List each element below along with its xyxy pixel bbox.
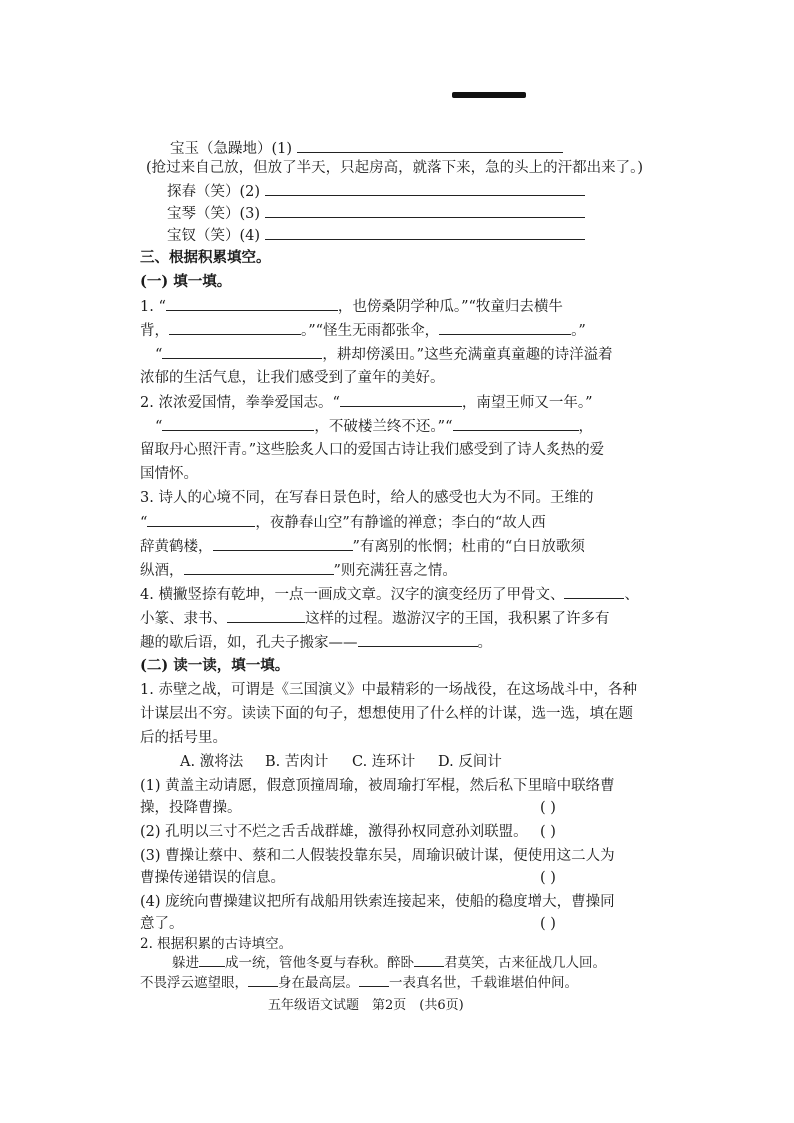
answer-blank[interactable] <box>439 320 571 335</box>
r1-s3-line-1: (3) 曹操让蔡中、蔡和二人假装投靠东吴，周瑜识破计谋，便使用这二人为 <box>140 848 615 864</box>
r1-option-a: A. 激将法 <box>180 754 244 770</box>
answer-blank[interactable] <box>227 608 305 623</box>
q2-line-1: 2. 浓浓爱国情，拳拳爱国志。“ ，南望王师又一年。” <box>140 392 593 413</box>
q4-line-1: 4. 横撇竖捺有乾坤，一点一画成文章。汉字的演变经历了甲骨文、 、 <box>140 584 639 605</box>
r1-s1-line-1: (1) 黄盖主动请愿，假意顶撞周瑜，被周瑜打军棍，然后私下里暗中联络曹 <box>140 778 615 794</box>
q3-line-3: 辞黄鹤楼， ”有离别的怅惘；杜甫的“白日放歌须 <box>140 536 585 557</box>
answer-blank[interactable] <box>414 952 444 967</box>
r2-line-1: 躲进 成一统，管他冬夏与春秋。醉卧 君莫笑，古来征战几人回。 <box>172 952 606 973</box>
answer-blank[interactable] <box>199 952 225 967</box>
r2-title: 2. 根据积累的古诗填空。 <box>140 936 293 952</box>
answer-blank[interactable] <box>358 632 478 647</box>
r1-s2: (2) 孔明以三寸不烂之舌舌战群雄，激得孙权同意孙刘联盟。 <box>140 824 528 840</box>
r1-s4-line-2: 意了。 <box>140 916 184 932</box>
scan-mark <box>452 92 526 98</box>
q3-line-1: 3. 诗人的心境不同，在写春日景色时，给人的感受也大为不同。王维的 <box>140 490 594 506</box>
answer-blank[interactable] <box>340 392 462 407</box>
r1-line-1: 1. 赤壁之战，可谓是《三国演义》中最精彩的一场战役，在这场战斗中，各种 <box>140 682 637 698</box>
r1-line-3: 后的括号里。 <box>140 730 227 746</box>
answer-blank[interactable] <box>248 972 278 987</box>
answer-paren-3[interactable]: ( ) <box>540 870 556 886</box>
q1-line-3: “ ，耕却傍溪田。”这些充满童真童趣的诗洋溢着 <box>155 344 613 365</box>
baoyu-quote: (抢过来自己放，但放了半天，只起房高，就落下来，急的头上的汗都出来了。) <box>146 160 644 176</box>
r1-option-b: B. 苦肉计 <box>265 754 329 770</box>
part-1-title: (一) 填一填。 <box>140 273 232 290</box>
answer-blank[interactable] <box>169 320 301 335</box>
answer-blank[interactable] <box>265 225 585 240</box>
q1-line-4: 浓郁的生活气息，让我们感受到了童年的美好。 <box>140 370 445 386</box>
q2-line-3: 留取丹心照汗青。”这些脍炙人口的爱国古诗让我们感受到了诗人炙热的爱 <box>140 442 605 458</box>
part-2-title: (二) 读一读，填一填。 <box>140 657 290 674</box>
answer-blank[interactable] <box>297 138 563 153</box>
answer-blank[interactable] <box>453 416 579 431</box>
section-3-title: 三、根据积累填空。 <box>140 249 271 266</box>
answer-paren-4[interactable]: ( ) <box>540 916 556 932</box>
answer-blank[interactable] <box>265 203 585 218</box>
q3-line-4: 纵酒， ”则充满狂喜之情。 <box>140 560 457 581</box>
answer-blank[interactable] <box>162 416 314 431</box>
q2-line-2: “ ，不破楼兰终不还。”“ ， <box>155 416 593 437</box>
r1-s3-line-2: 曹操传递错误的信息。 <box>140 870 285 886</box>
r1-s4-line-1: (4) 庞统向曹操建议把所有战船用铁索连接起来，使船的稳度增大，曹操同 <box>140 894 615 910</box>
r1-option-c: C. 连环计 <box>352 754 416 770</box>
q4-line-3: 趣的歇后语，如，孔夫子搬家—— 。 <box>140 632 492 653</box>
baoqin-line: 宝琴（笑）(3) <box>167 203 585 224</box>
r1-option-d: D. 反间计 <box>438 754 502 770</box>
answer-paren-1[interactable]: ( ) <box>540 800 556 816</box>
answer-blank[interactable] <box>564 584 624 599</box>
q2-line-4: 国情怀。 <box>140 466 198 482</box>
page-footer: 五年级语文试题 第2页 (共6页) <box>268 998 464 1013</box>
r1-s1-line-2: 操，投降曹操。 <box>140 800 242 816</box>
baoyu-line: 宝玉（急躁地）(1) <box>170 138 563 159</box>
tanchun-line: 探春（笑）(2) <box>167 181 585 202</box>
answer-blank[interactable] <box>359 972 389 987</box>
q4-line-2: 小篆、隶书、 这样的过程。遨游汉字的王国，我积累了许多有 <box>140 608 610 629</box>
answer-blank[interactable] <box>265 181 585 196</box>
r1-line-2: 计谋层出不穷。读读下面的句子，想想使用了什么样的计谋，选一选，填在题 <box>140 706 633 722</box>
answer-blank[interactable] <box>184 560 334 575</box>
answer-paren-2[interactable]: ( ) <box>540 824 556 840</box>
baochai-line: 宝钗（笑）(4) <box>167 225 585 246</box>
answer-blank[interactable] <box>213 536 353 551</box>
q3-line-2: “ ，夜静春山空”有静谧的禅意；李白的“故人西 <box>140 512 546 533</box>
answer-blank[interactable] <box>162 344 322 359</box>
q1-line-1: 1. “ ，也傍桑阴学种瓜。”“牧童归去横牛 <box>140 296 563 317</box>
r2-line-2: 不畏浮云遮望眼， 身在最高层。 一表真名世，千载谁堪伯仲间。 <box>140 972 578 993</box>
answer-blank[interactable] <box>166 296 338 311</box>
answer-blank[interactable] <box>147 512 255 527</box>
q1-line-2: 背， 。”“怪生无雨都张伞， 。” <box>140 320 586 341</box>
